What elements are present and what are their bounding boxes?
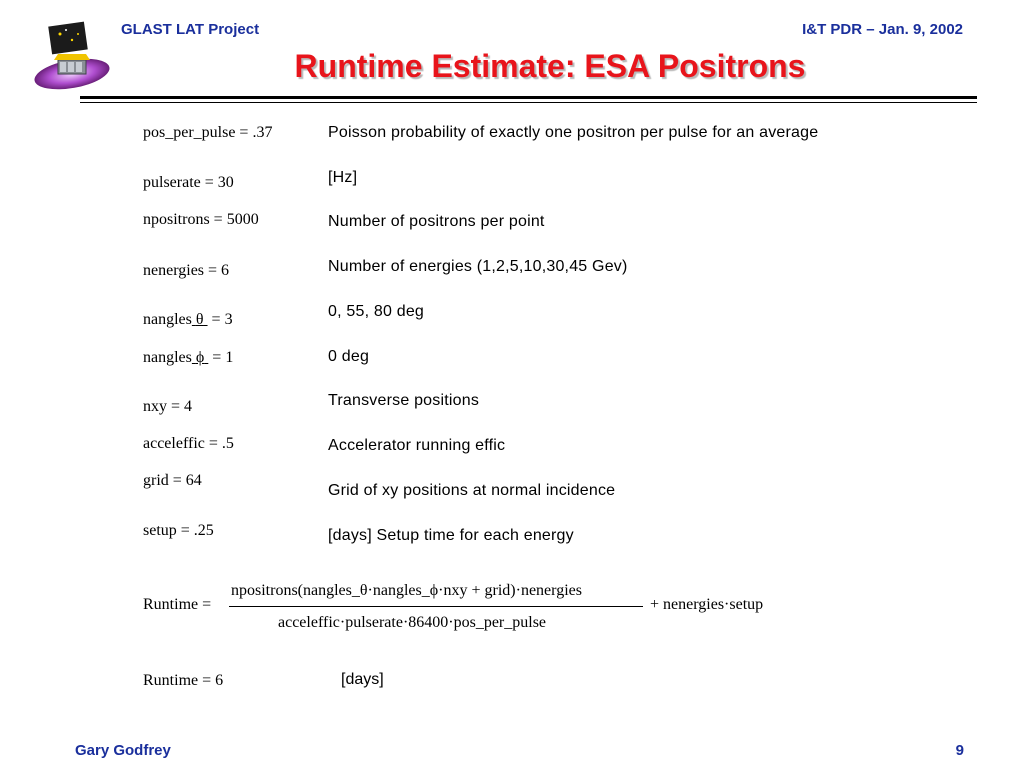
footer-author: Gary Godfrey [75,742,171,759]
title-rule-thin [80,102,977,103]
definition-desc: Poisson probability of exactly one positron per pulse for an average [328,124,819,141]
slide-title: Runtime Estimate: ESA Positrons [294,48,806,84]
runtime-result-unit: [days] [341,671,384,688]
formula-rhs: + nenergies·setup [650,596,764,613]
header-project: GLAST LAT Project [121,21,260,38]
definition-expr-subscript: ϕ [195,349,205,366]
definition-expr-value: = 1 [212,349,234,366]
definition-expr: npositrons = 5000 [143,211,259,228]
definition-desc: Transverse positions [328,392,480,409]
definition-desc: 0 deg [328,348,370,365]
definition-desc: Number of positrons per point [328,213,545,230]
definition-expr: nxy = 4 [143,398,193,415]
definition-expr-name: nangles [143,311,192,328]
formula-lhs: Runtime = [143,596,212,613]
definition-desc: 0, 55, 80 deg [328,303,425,320]
definition-expr: acceleffic = .5 [143,435,234,452]
title-rule-thick [80,96,977,99]
definition-expr: pos_per_pulse = .37 [143,124,273,141]
definition-expr: pulserate = 30 [143,174,234,191]
formula-numerator: npositrons(nangles_θ·nangles_ϕ·nxy + grid)·nenergies [231,582,582,599]
page-number: 9 [955,742,964,759]
definition-expr-value: = 3 [211,311,233,328]
definition-desc: Accelerator running effic [328,437,506,454]
definition-desc: [Hz] [328,169,358,186]
header-event-date: I&T PDR – Jan. 9, 2002 [802,21,963,38]
runtime-result: Runtime = 6 [143,672,224,689]
definition-expr-name: nangles [143,349,192,366]
fraction-bar [229,606,643,607]
definition-expr: grid = 64 [143,472,202,489]
definition-expr [143,311,233,329]
definition-expr-subscript: θ [195,311,204,328]
formula-denominator: acceleffic·pulserate·86400·pos_per_pulse [278,614,547,631]
definition-desc: Number of energies (1,2,5,10,30,45 Gev) [328,258,628,275]
definition-expr: nenergies = 6 [143,262,230,279]
definition-desc: [days] Setup time for each energy [328,527,574,544]
definition-expr [143,349,233,367]
definition-desc: Grid of xy positions at normal incidence [328,482,616,499]
definition-expr: setup = .25 [143,522,214,539]
